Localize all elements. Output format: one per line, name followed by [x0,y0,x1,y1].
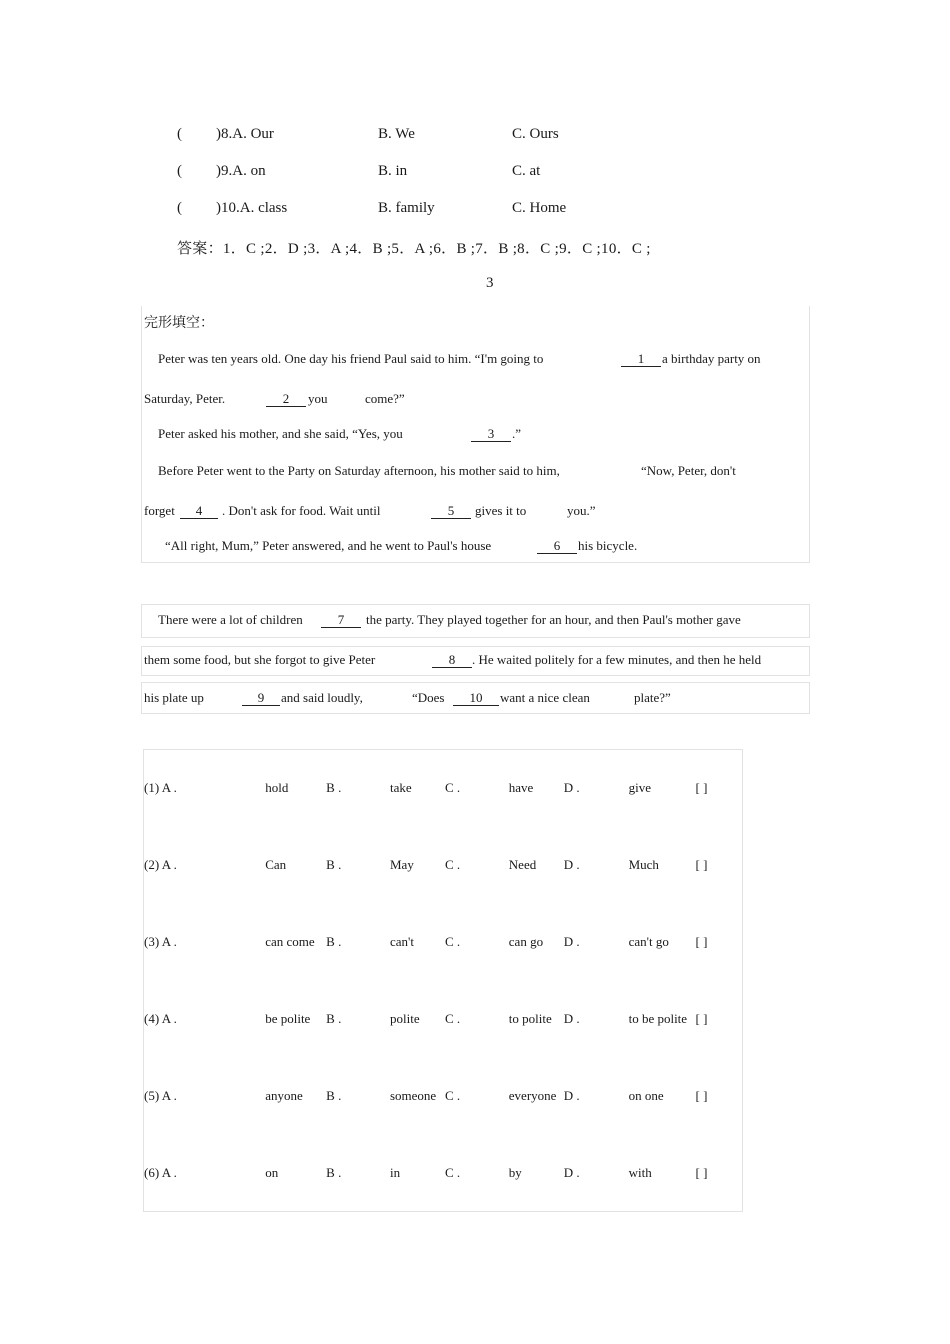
option-number: (4) A . [144,1011,177,1026]
choice-d[interactable]: on one [628,1088,664,1103]
label-c: C . [444,934,461,949]
choice-a[interactable]: hold [265,780,289,796]
passage-text: plate?” [634,690,671,705]
option-c: C. Home [512,200,567,216]
label-d: D . [563,780,580,796]
choice-d[interactable]: Much [628,857,659,872]
option-row [144,1135,743,1212]
label-d: D . [563,857,580,872]
option-number: (2) A . [144,857,177,872]
passage-text: Before Peter went to the Party on Saturday afternoon, his mother said to him, [158,463,560,478]
choice-c[interactable]: to polite [508,1011,552,1026]
label-c: C . [444,1164,461,1180]
option-c: C. Ours [512,126,559,142]
open-paren: ( [177,163,182,179]
passage-text: come?” [365,391,405,406]
choice-a[interactable]: Can [265,857,287,872]
label-c: C . [444,1011,461,1026]
choice-c[interactable]: have [508,780,534,796]
passage-text: “All right, Mum,” Peter answered, and he went to Paul's house [165,538,492,553]
blank-10[interactable]: 10 [453,690,499,706]
label-b: B . [326,780,342,796]
passage-text: Peter was ten years old. One day his friend Paul said to him. “I'm going to [158,351,544,366]
passage-text: you.” [567,503,596,518]
label-b: B . [326,1088,342,1103]
passage-text: “Now, Peter, don't [641,463,736,478]
blank-4[interactable]: 4 [180,503,218,519]
option-b: B. We [378,126,415,142]
choice-b[interactable]: take [389,780,412,796]
open-paren: ( [177,200,182,216]
choice-d[interactable]: to be polite [628,1011,688,1026]
option-row [144,904,743,981]
passage-text: a birthday party on [662,351,761,366]
choice-a[interactable]: be polite [265,1011,311,1026]
choice-b[interactable]: can't [389,934,414,949]
answer-bracket[interactable]: [ ] [695,1011,708,1026]
passage-text: .” [512,426,522,441]
option-b: B. family [378,200,435,216]
label-c: C . [444,857,461,872]
blank-8[interactable]: 8 [432,652,472,668]
choice-d[interactable]: give [628,780,651,796]
option-number: (3) A . [144,934,177,949]
passage-text: . He waited politely for a few minutes, and then he held [472,652,762,667]
choice-c[interactable]: Need [508,857,537,872]
blank-1[interactable]: 1 [621,351,661,367]
choice-c[interactable]: can go [508,934,544,949]
label-d: D . [563,1011,580,1026]
option-number: (5) A . [144,1088,177,1103]
passage-text: Saturday, Peter. [144,391,226,406]
answer-key: 答案：1．C ;2．D ;3．A ;4．B ;5．A ;6．B ;7．B ;8．C ;9．C ;10．C ; [177,241,651,257]
label-c: C . [444,1088,461,1103]
blank-6[interactable]: 6 [537,538,577,554]
passage-text: his plate up [144,690,204,705]
blank-2[interactable]: 2 [266,391,306,407]
label-b: B . [326,1011,342,1026]
blank-7[interactable]: 7 [321,612,361,628]
passage-text: and said loudly, [281,690,363,705]
passage-text: you [308,391,328,406]
passage-text: “Does [412,690,445,705]
label-d: D . [563,934,580,949]
passage-text: gives it to [475,503,527,518]
option-c: C. at [512,163,541,179]
passage-text: the party. They played together for an hour, and then Paul's mother gave [366,612,741,627]
option-number: (1) A . [144,780,177,796]
section-number: 3 [486,275,494,291]
choice-a[interactable]: on [265,1164,279,1180]
choice-b[interactable]: someone [389,1088,437,1103]
passage-text: Peter asked his mother, and she said, “Yes, you [158,426,403,441]
label-b: B . [326,857,342,872]
passage-text: forget [144,503,175,518]
choice-b[interactable]: polite [389,1011,420,1026]
choice-b[interactable]: May [389,857,414,872]
choice-d[interactable]: can't go [628,934,669,949]
choice-a[interactable]: anyone [265,1088,303,1103]
blank-9[interactable]: 9 [242,690,280,706]
passage-text: There were a lot of children [158,612,303,627]
answer-bracket[interactable]: [ ] [695,780,708,796]
passage-text: want a nice clean [500,690,590,705]
choice-d[interactable]: with [628,1164,652,1180]
section-title: 完形填空： [144,315,214,331]
question-number-option-a: )8.A. Our [216,126,274,142]
answer-bracket[interactable]: [ ] [695,857,708,872]
label-c: C . [444,780,461,796]
option-row [144,750,743,827]
answer-bracket[interactable]: [ ] [695,1088,708,1103]
blank-5[interactable]: 5 [431,503,471,519]
open-paren: ( [177,126,182,142]
blank-3[interactable]: 3 [471,426,511,442]
options-table [143,749,743,1212]
option-b: B. in [378,163,408,179]
choice-b[interactable]: in [389,1164,401,1180]
question-number-option-a: )9.A. on [216,163,266,179]
label-d: D . [563,1088,580,1103]
option-row [144,827,743,904]
label-d: D . [563,1164,580,1180]
label-b: B . [326,1164,342,1180]
option-number: (6) A . [144,1164,177,1180]
question-number-option-a: )10.A. class [216,200,288,216]
choice-c[interactable]: everyone [508,1088,557,1103]
label-b: B . [326,934,342,949]
passage-text: . Don't ask for food. Wait until [222,503,381,518]
option-row [144,981,743,1058]
choice-c[interactable]: by [508,1164,522,1180]
passage-text: them some food, but she forgot to give Peter [144,652,376,667]
answer-bracket[interactable]: [ ] [695,1164,708,1180]
option-row [144,1058,743,1135]
answer-bracket[interactable]: [ ] [695,934,708,949]
choice-a[interactable]: can come [265,934,315,949]
passage-text: his bicycle. [578,538,638,553]
